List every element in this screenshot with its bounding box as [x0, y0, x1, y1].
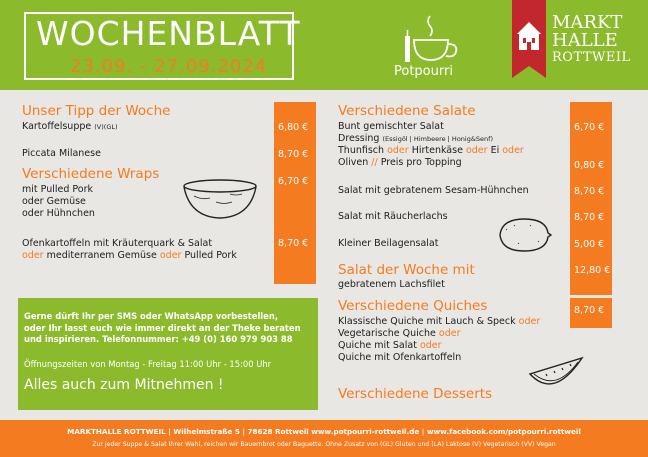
markthalle-logo-text — [552, 14, 631, 66]
quiche-line: Quiche mit Salat oder — [338, 340, 442, 351]
price-lachsfilet: 12,80 € — [574, 265, 611, 276]
menu-item-quiches — [338, 316, 540, 364]
salat-line: Bunt gemischter Salat — [338, 121, 444, 132]
lemon-icon — [496, 215, 552, 255]
topping-line: Thunfisch oder Hirtenkäse oder Ei oder — [338, 145, 524, 156]
desserts-heading: Verschiedene Desserts — [338, 386, 493, 402]
price-beilagensalat: 5,00 € — [574, 239, 605, 250]
menu-item-sesam-huhn: Salat mit gebratenem Sesam-Hühnchen — [338, 185, 529, 196]
ofen-line: oder mediterranem Gemüse oder Pulled Pork — [22, 250, 237, 261]
markt-line: MARKT — [552, 12, 623, 33]
quiche-line: Quiche mit Ofenkartoffeln — [338, 352, 462, 363]
menu-item-piccata: Piccata Milanese — [22, 148, 101, 159]
price-kartoffelsuppe: 6,80 € — [278, 122, 309, 133]
info-line: Gerne dürft Ihr per SMS oder WhatsApp vorbestellen, — [24, 311, 279, 321]
rottweil-line: ROTTWEIL — [552, 50, 631, 65]
wraps-heading: Verschiedene Wraps — [22, 166, 160, 182]
dressing-line: Dressing (Essigöl | Himbeere | Honig&Senf) — [338, 133, 493, 144]
page-title: WOCHENBLATT — [36, 14, 301, 53]
wrap-line: oder Gemüse — [22, 196, 86, 207]
price-topping: 0,80 € — [574, 160, 605, 171]
price-sesam-huhn: 8,70 € — [574, 186, 605, 197]
bowl-icon — [180, 178, 260, 220]
menu-item-ofenkartoffeln — [22, 238, 237, 262]
wrap-line: oder Hühnchen — [22, 208, 95, 219]
coffee-cup-icon — [400, 10, 470, 70]
week-dates: 23.09. - 27.09.2024 — [70, 56, 268, 77]
menu-item-raeucherlachs: Salat mit Räucherlachs — [338, 211, 448, 222]
menu-item-toppings — [338, 145, 524, 169]
salate-heading: Verschiedene Salate — [338, 103, 476, 119]
quiche-line: Vegetarische Quiche oder — [338, 328, 461, 339]
menu-item-kartoffelsuppe — [22, 121, 118, 133]
info-line: oder Ihr lasst euch wie immer direkt an der Theke beraten — [24, 322, 301, 333]
footer-band — [0, 420, 648, 457]
takeaway-note: Alles auch zum Mitnehmen ! — [24, 377, 224, 393]
quiche-line: Klassische Quiche mit Lauch & Speck oder — [338, 316, 541, 327]
salat-der-woche-heading: Salat der Woche mit — [338, 262, 475, 278]
item-name: Kartoffelsuppe — [22, 121, 92, 132]
price-ofenkartoffeln: 8,70 € — [278, 238, 309, 249]
opening-hours: Öffnungszeiten von Montag - Freitag 11:00 Uhr - 15:00 Uhr — [24, 359, 272, 369]
footer-legend: Zur jeder Suppe & Salat Ihrer Wahl, reichen wir Bauernbrot oder Baguette. Ohne Zusatz von (GL) Gluten und (LA) Laktose (V) Vegetarisch (VV) Vegan — [92, 441, 556, 448]
tipp-heading: Unser Tipp der Woche — [22, 103, 171, 119]
order-info-text — [24, 311, 301, 346]
menu-item-beilagensalat: Kleiner Beilagensalat — [338, 238, 439, 249]
menu-item-wraps — [22, 184, 95, 220]
markthalle-building-icon — [512, 0, 546, 78]
melon-slice-icon — [524, 344, 586, 394]
price-wraps: 6,70 € — [278, 176, 309, 187]
info-line: und inspirieren. Telefonnummer: +49 (0) 160 979 903 88 — [24, 334, 293, 344]
price-bunter-salat: 6,70 € — [574, 122, 605, 133]
ofen-line: Ofenkartoffeln mit Kräuterquark & Salat — [22, 238, 213, 249]
potpourri-logo-text: Potpourri — [394, 64, 453, 79]
wrap-line: mit Pulled Pork — [22, 184, 94, 195]
price-piccata: 8,70 € — [278, 149, 309, 160]
price-quiches: 8,70 € — [574, 305, 605, 316]
footer-address: MARKTHALLE ROTTWEIL | Wilhelmstraße 5 | 78628 Rottweil www.potpourri-rottweil.de | www.facebook.com/potpourri.rottweil — [67, 427, 581, 436]
menu-item-lachsfilet: gebratenem Lachsfilet — [338, 279, 445, 290]
price-raeucherlachs: 8,70 € — [574, 212, 605, 223]
item-tag: (V)(GL) — [94, 123, 118, 131]
topping-line: Oliven // Preis pro Topping — [338, 157, 462, 168]
halle-line: HALLE — [552, 30, 618, 51]
menu-item-bunter-salat — [338, 121, 493, 145]
quiches-heading: Verschiedene Quiches — [338, 298, 488, 314]
